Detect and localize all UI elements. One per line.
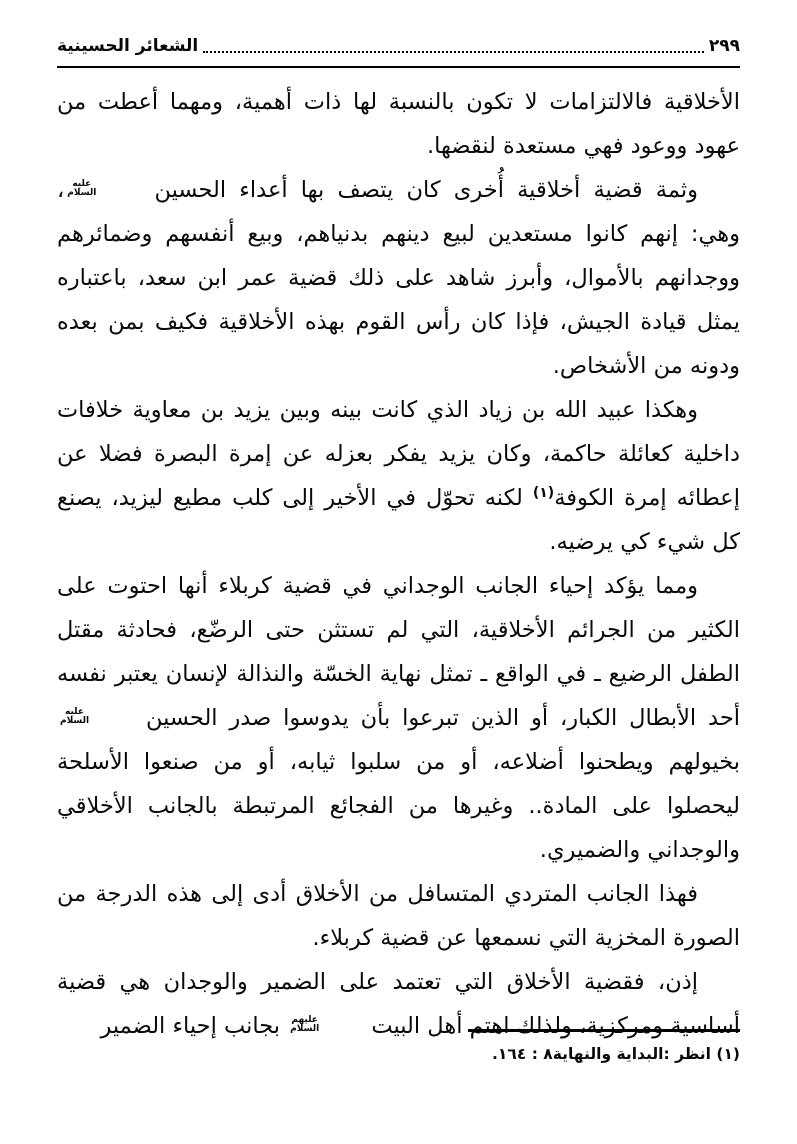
text-run: بخيولهم ويطحنوا أضلاعه، أو من سلبوا ثيابه، أو من صنعوا الأسلحة ليحصلوا على المادة.. وغيرها من الفجائع المرتبطة بالجانب الأخلاقي والوجداني والضميري. [57,749,740,863]
text-run: إذن، فقضية الأخلاق التي تعتمد على الضمير والوجدان هي قضية أساسية ومركزية، ولذلك اهتم أهل البيت [57,969,740,1039]
page-number: ٢٩٩ [708,36,740,56]
footnote [57,1041,740,1067]
text-run: الأخلاقية فالالتزامات لا تكون بالنسبة لها ذات أهمية، ومهما أعطت من عهود ووعود فهي مستعدة لنقضها. [57,89,740,159]
paragraph [57,872,740,960]
paragraph [57,168,740,388]
text-run: وثمة قضية أخلاقية أُخرى كان يتصف بها أعداء الحسين [141,177,698,203]
text-run: ، وهي: إنهم كانوا مستعدين لبيع دينهم بدنياهم، وبيع أنفسهم وضمائرهم ووجدانهم بالأموال، وأبرز شاهد على ذلك قضية عمر ابن سعد، باعتباره يمثل قيادة الجيش، فإذا كان رأس القوم بهذه الأخلاقية فكيف بمن بعده ودونه من الأشخاص. [57,177,740,379]
book-title: الشعائر الحسينية [57,36,199,56]
footnote-rule [468,1029,740,1032]
text-run: لكنه تحوّل في الأخير إلى كلب مطيع ليزيد، يصنع كل شيء كي يرضيه. [57,485,740,555]
text-run: وهكذا عبيد الله بن زياد الذي كانت بينه وبين يزيد بن معاوية خلافات داخلية كعائلة حاكمة، وكان يزيد يفكر بعزله عن إمرة البصرة فضلا عن إعطائه إمرة الكوفة [57,397,740,511]
paragraph [57,960,740,1048]
honorific-mark: عليه السلام [67,178,97,198]
body-text [57,80,740,1048]
honorific-mark: عليهم السلام [290,1014,320,1034]
text-run: ومما يؤكد إحياء الجانب الوجداني في قضية كربلاء أنها احتوت على الكثير من الجرائم الأخلاقية، التي لم تستثن حتى الرضّع، فحادثة مقتل الطفل الرضيع ـ في الواقع ـ تمثل نهاية الخسّة والنذالة لإنسان يعتبر نفسه أحد الأبطال الكبار، أو الذين تبرعوا بأن يدوسوا صدر الحسين [57,573,740,731]
dotted-leader [203,50,704,53]
honorific-mark: عليه السلام [60,706,90,726]
paragraph [57,564,740,872]
footnote-text: (١) انظر :البداية والنهاية٨ : ١٦٤. [492,1045,740,1063]
text-run: فهذا الجانب المتردي المتسافل من الأخلاق أدى إلى هذه الدرجة من الصورة المخزية التي نسمعها عن قضية كربلاء. [57,881,740,951]
paragraph [57,388,740,564]
header-rule [57,66,740,68]
paragraph [57,80,740,168]
footnote-ref: (١) [532,485,555,501]
text-run: بجانب إحياء الضمير [100,1013,288,1039]
running-header [57,34,740,58]
